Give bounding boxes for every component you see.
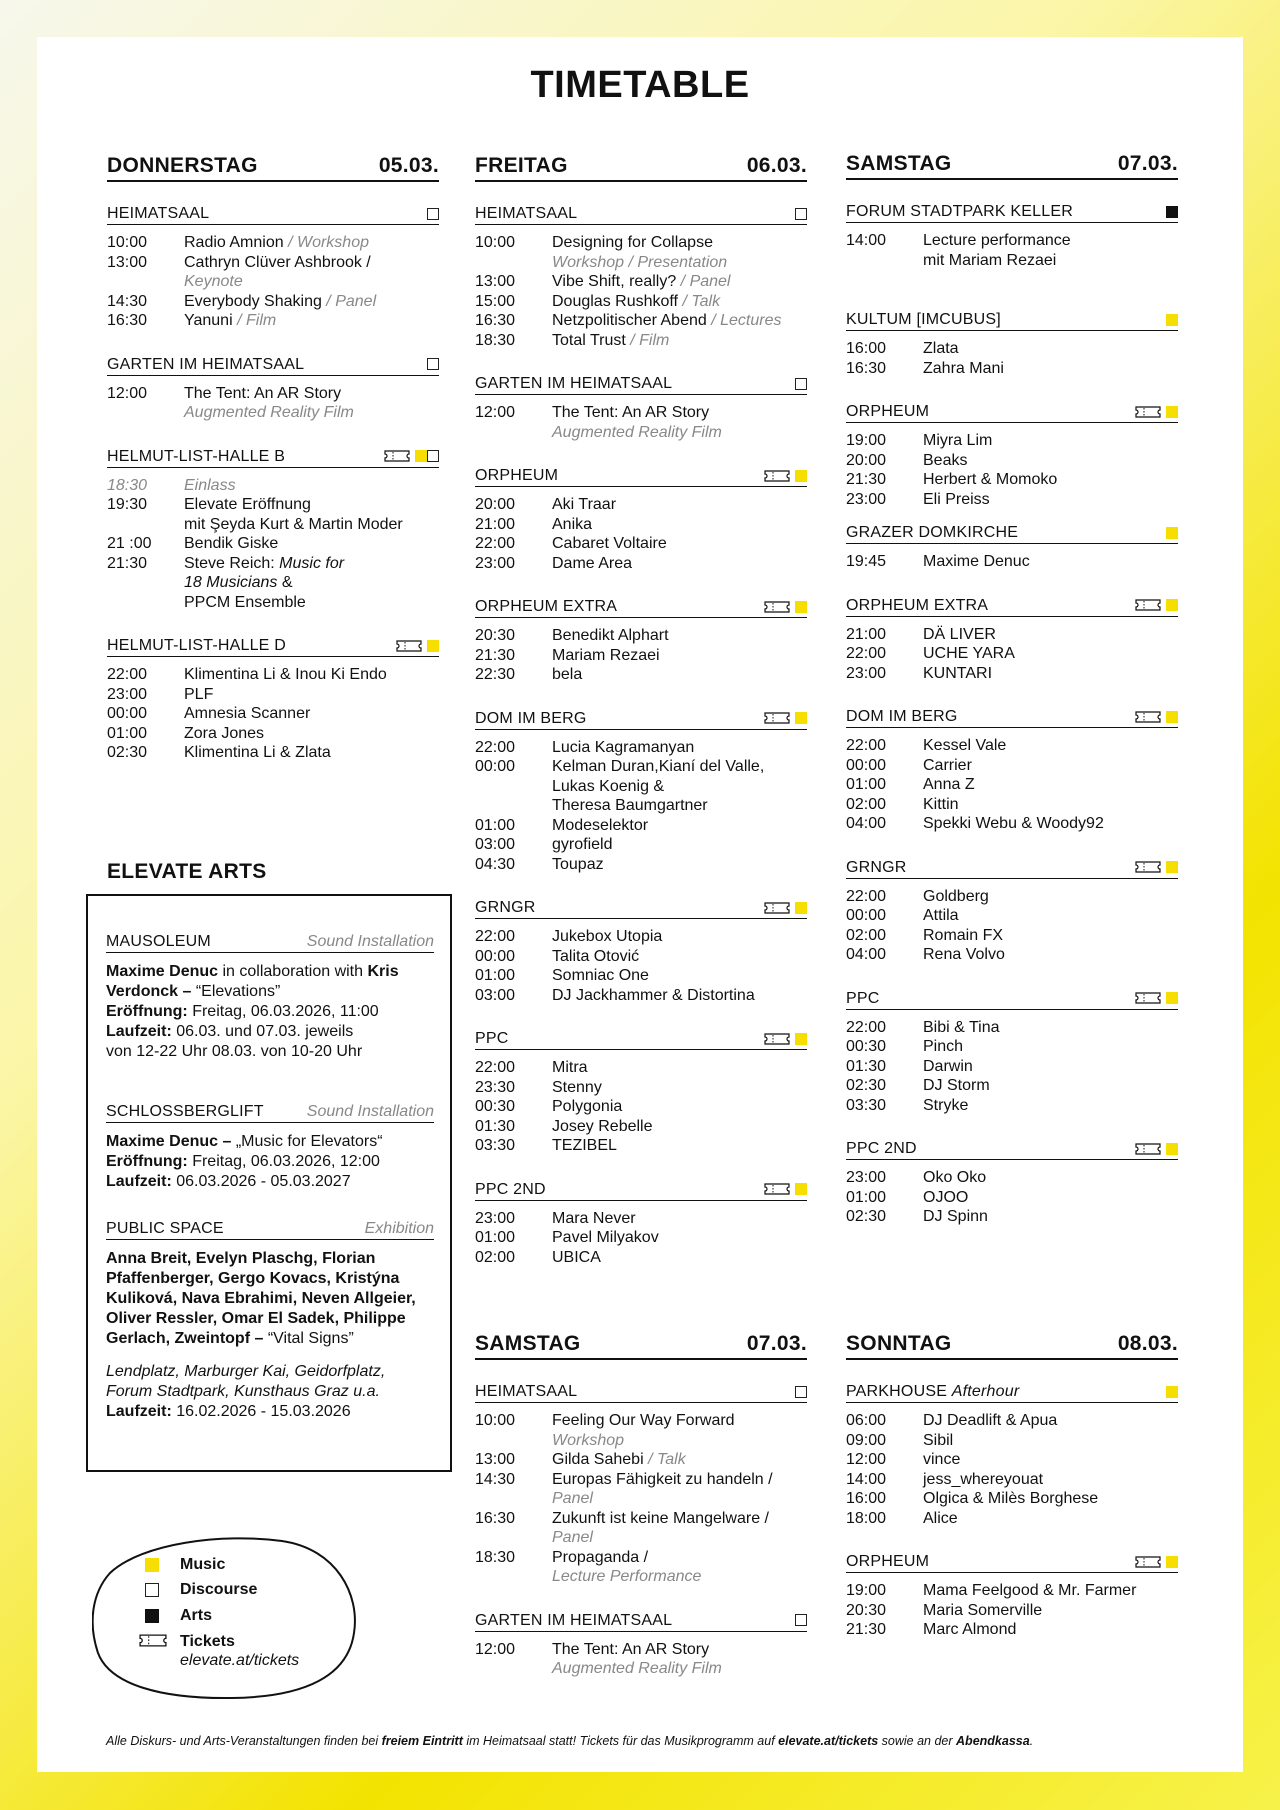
music-square-icon xyxy=(1166,1386,1178,1398)
venue-parkhouse: PARKHOUSE Afterhour 06:00 DJ Deadlift & Apua 09:00 Sibil 12:00 vince 14:00 jess_whereyouat 16:00 Olgica & Milès Borghese 18:00 Alice xyxy=(846,1382,1178,1528)
event-row: 21:30 Herbert & Momoko xyxy=(846,471,1058,488)
ticket-icon xyxy=(1135,992,1161,1004)
event-row: 19:00 Mama Feelgood & Mr. Farmer xyxy=(846,1582,1137,1599)
arts-title: ELEVATE ARTS xyxy=(107,860,267,883)
event-row: 06:00 DJ Deadlift & Apua xyxy=(846,1412,1058,1429)
event-row: 03:00 DJ Jackhammer & Distortina xyxy=(475,986,755,1004)
music-square-icon xyxy=(795,1183,807,1195)
legend-discourse: Discourse xyxy=(180,1581,258,1598)
venue-mausoleum: MAUSOLEUM Sound Installation Maxime Denuc in collaboration with Kris Verdonck – “Elevations” Eröffnung: Freitag, 06.03.2026, 11:00 Laufzeit: 06.03. und 07.03. jeweils von 12-22 Uhr 08.03. von 10-20 Uhr xyxy=(106,933,434,1060)
event-row: 21 :00 Bendik Giske xyxy=(107,535,279,552)
column-saturday: SAMSTAG 07.03. FORUM STADTPARK KELLER 14:00 Lecture performance mit Mariam Rezaei KULTUM [IMCUBUS] 16:00 Zlata 16:30 Zahra Mani ORPHEUM 19:00 Miyra Lim 20:00 Beaks 21:30 Herbert & Momoko 23:00 Eli Preiss GRAZER DOMKIRCHE 19:45 Maxime Denuc ORPHEUM EXTRA 21:00 DÄ LIVER 22:00 UCHE YARA 23:00 KUNTARI DOM IM BERG 22:00 Kessel Vale 00:00 Carrier 01:00 Anna Z 02:00 Kittin 04:00 Spekki Webu & Woody92 GRNGR 22:00 Goldberg 00:00 Attila 02:00 Romain FX 04:00 Rena Volvo PPC 22:00 Bibi & Tina 00:30 Pinch 01:30 Darwin 02:30 DJ Storm 03:30 Stryke PPC 2ND 23:00 Oko Oko 01:00 OJOO 02:30 DJ Spinn xyxy=(846,152,1178,1225)
music-square-icon xyxy=(795,712,807,724)
event-row: 00:00 Attila xyxy=(846,907,959,924)
event-row: 22:00 Lucia Kagramanyan xyxy=(475,738,695,756)
event-row: 02:00 Kittin xyxy=(846,795,959,813)
ticket-icon xyxy=(764,712,790,724)
event-row: 02:30 DJ Storm xyxy=(846,1077,990,1094)
venue-garten: GARTEN IM HEIMATSAAL 12:00 The Tent: An AR Story Augmented Reality Film xyxy=(475,374,807,442)
ticket-icon xyxy=(1135,406,1161,418)
event-row: 01:00 Somniac One xyxy=(475,967,649,984)
music-square-icon xyxy=(415,450,427,462)
event-row: 16:30 Netzpolitischer Abend / Lectures xyxy=(475,312,782,329)
venue-helmut-list-halle-b: HELMUT-LIST-HALLE B 18:30 Einlass 19:30 Elevate Eröffnung mit Şeyda Kurt & Martin Moder 21 :00 Bendik Giske 21:30 Steve Reich: Music for 18 Musicians & PPCM Ensemble xyxy=(107,447,439,613)
event-row: 16:30 Zahra Mani xyxy=(846,359,1004,377)
venue-ppc-2nd: PPC 2ND 23:00 Mara Never 01:00 Pavel Milyakov 02:00 UBICA xyxy=(475,1180,807,1268)
venue-heimatsaal xyxy=(107,204,439,331)
ticket-icon xyxy=(384,450,410,462)
venue-ppc-2nd: PPC 2ND 23:00 Oko Oko 01:00 OJOO 02:30 DJ Spinn xyxy=(846,1139,1178,1227)
event-row: 09:00 Sibil xyxy=(846,1431,954,1449)
event-row: 01:30 Darwin xyxy=(846,1057,973,1075)
venue-grngr: GRNGR 22:00 Goldberg 00:00 Attila 02:00 Romain FX 04:00 Rena Volvo xyxy=(846,858,1178,965)
event-row: 10:00 Designing for Collapse Workshop / Presentation xyxy=(475,234,728,271)
music-square-icon xyxy=(795,470,807,482)
music-square-icon xyxy=(427,640,439,652)
discourse-square-icon xyxy=(427,450,439,462)
event-row: 03:30 Stryke xyxy=(846,1096,969,1114)
event-row: 15:00 Douglas Rushkoff / Talk xyxy=(475,292,721,310)
column-friday: FREITAG 06.03. HEIMATSAAL 10:00 Designing for Collapse Workshop / Presentation 13:00 Vibe Shift, really? / Panel 15:00 Douglas Rushkoff / Talk 16:30 Netzpolitischer Abend / Lectures 18:30 Total Trust / Film GARTEN IM HEIMATSAAL 12:00 The Tent: An AR Story Augmented Reality Film ORPHEUM 20:00 Aki Traar 21:00 Anika 22:00 Cabaret Voltaire 23:00 Dame Area ORPHEUM EXTRA 20:30 Benedikt Alphart 21:30 Mariam Rezaei 22:30 bela DOM IM BERG 22:00 Lucia Kagramanyan 00:00 Kelman Duran,Kianí del Valle, Lukas Koenig & Theresa Baumgartner 01:00 Modeselektor 03:00 gyrofield 04:30 Toupaz GRNGR 22:00 Jukebox Utopia 00:00 Talita Otović 01:00 Somniac One 03:00 DJ Jackhammer & Distortina PPC 22:00 Mitra 23:30 Stenny 00:30 Polygonia 01:30 Josey Rebelle 03:30 TEZIBEL PPC 2ND 23:00 Mara Never 01:00 Pavel Milyakov 02:00 UBICA xyxy=(475,154,807,1266)
venue-kultum: KULTUM [IMCUBUS] 16:00 Zlata 16:30 Zahra Mani xyxy=(846,310,1178,378)
legend-arts: Arts xyxy=(180,1607,213,1624)
event-row: 16:00 Zlata xyxy=(846,340,959,357)
event-row: 22:00 Cabaret Voltaire xyxy=(475,535,667,552)
event-row: 01:00 Modeselektor xyxy=(475,816,649,834)
venue-name: HEIMATSAAL xyxy=(107,205,210,222)
event-row: 13:00 Vibe Shift, really? / Panel xyxy=(475,273,731,290)
venue-public-space: PUBLIC SPACE Exhibition Anna Breit, Evelyn Plaschg, Florian Pfaffenberger, Gergo Kovacs, Kristýna Kuliková, Nava Ebrahimi, Neven Allgeier, Oliver Ressler, Omar El Sadek, Philippe Gerlach, Zweintopf – “Vital Signs” Lendplatz, Marburger Kai, Geidorfplatz, Forum Stadtpark, Kunsthaus Graz u.a. Laufzeit: 16.02.2026 - 15.03.2026 xyxy=(106,1220,434,1420)
event-row: 02:30 Klimentina Li & Zlata xyxy=(107,744,331,761)
venue-dom-im-berg: DOM IM BERG 22:00 Kessel Vale 00:00 Carrier 01:00 Anna Z 02:00 Kittin 04:00 Spekki Webu & Woody92 xyxy=(846,707,1178,834)
ticket-icon xyxy=(1135,861,1161,873)
footer-note: Alle Diskurs- und Arts-Veranstaltungen finden bei freiem Eintritt im Heimatsaal statt! Tickets für das Musikprogramm auf elevate.at/tickets sowie an der Abendkassa. xyxy=(106,1734,1034,1748)
event-row: 00:00 Kelman Duran,Kianí del Valle, Lukas Koenig & Theresa Baumgartner xyxy=(475,758,765,814)
event-row: 23:00 PLF xyxy=(107,685,214,703)
venue-ppc: PPC 22:00 Bibi & Tina 00:30 Pinch 01:30 Darwin 02:30 DJ Storm 03:30 Stryke xyxy=(846,989,1178,1116)
event-row: 22:00 Goldberg xyxy=(846,887,989,905)
event-row: 04:30 Toupaz xyxy=(475,855,604,873)
ticket-icon xyxy=(764,1183,790,1195)
venue-orpheum-extra: ORPHEUM EXTRA 20:30 Benedikt Alphart 21:30 Mariam Rezaei 22:30 bela xyxy=(475,597,807,685)
event-row: 21:30 Steve Reich: Music for 18 Musicians & PPCM Ensemble xyxy=(107,554,345,611)
event-row: 14:00 Lecture performance mit Mariam Rezaei xyxy=(846,232,1071,269)
ticket-icon xyxy=(764,902,790,914)
event-row: 19:00 Miyra Lim xyxy=(846,432,993,449)
event-row: 01:00 Anna Z xyxy=(846,776,975,793)
event-row: 04:00 Rena Volvo xyxy=(846,946,1005,963)
venue-orpheum: ORPHEUM 19:00 Miyra Lim 20:00 Beaks 21:30 Herbert & Momoko 23:00 Eli Preiss xyxy=(846,402,1178,509)
venue-helmut-list-halle-d: HELMUT-LIST-HALLE D 22:00 Klimentina Li & Inou Ki Endo 23:00 PLF 00:00 Amnesia Scanner 01:00 Zora Jones 02:30 Klimentina Li & Zlata xyxy=(107,636,439,763)
event-row: 23:00 Mara Never xyxy=(475,1209,636,1227)
event-row: 23:00 Dame Area xyxy=(475,554,633,572)
event-row: 12:00 vince xyxy=(846,1451,961,1468)
event-row: 22:00 Klimentina Li & Inou Ki Endo xyxy=(107,666,387,683)
event-row: 14:00 jess_whereyouat xyxy=(846,1470,1044,1488)
music-square-icon xyxy=(795,1033,807,1045)
event-row: 16:30 Yanuni / Film xyxy=(107,312,277,329)
music-square-icon xyxy=(1166,992,1178,1004)
column-thursday xyxy=(107,154,439,763)
event-row: 20:00 Aki Traar xyxy=(475,496,617,513)
venue-garten: GARTEN IM HEIMATSAAL 12:00 The Tent: An AR Story Augmented Reality Film xyxy=(107,355,439,423)
event-row: 20:00 Beaks xyxy=(846,451,968,469)
column-saturday-discourse: SAMSTAG 07.03. HEIMATSAAL 10:00 Feeling Our Way Forward Workshop 13:00 Gilda Sahebi / Talk 14:30 Europas Fähigkeit zu handeln / Panel 16:30 Zukunft ist keine Mangelware / Panel 18:30 Propaganda / Lecture Performance GARTEN IM HEIMATSAAL 12:00 The Tent: An AR Story Augmented Reality Film xyxy=(475,1332,807,1677)
day-header xyxy=(107,154,439,182)
legend-tickets-url[interactable]: elevate.at/tickets xyxy=(180,1652,300,1669)
event-row: 14:30 Everybody Shaking / Panel xyxy=(107,292,377,310)
event-row: 00:00 Amnesia Scanner xyxy=(107,705,311,722)
event-row: 23:00 Oko Oko xyxy=(846,1169,987,1186)
event-row: 00:00 Carrier xyxy=(846,756,972,774)
event-row: 22:30 bela xyxy=(475,666,583,683)
event-row: 21:30 Marc Almond xyxy=(846,1621,1017,1638)
venue-grngr: GRNGR 22:00 Jukebox Utopia 00:00 Talita Otović 01:00 Somniac One 03:00 DJ Jackhammer & Distortina xyxy=(475,898,807,1005)
music-square-icon xyxy=(1166,406,1178,418)
event-row: 22:00 Jukebox Utopia xyxy=(475,928,663,945)
event-row: 23:00 KUNTARI xyxy=(846,664,993,682)
music-square-icon xyxy=(1166,861,1178,873)
ticket-icon xyxy=(1135,711,1161,723)
page-title: TIMETABLE xyxy=(530,64,750,106)
arts-square-icon xyxy=(145,1609,159,1623)
event-row: 22:00 Bibi & Tina xyxy=(846,1018,1000,1036)
event-row: 00:30 Polygonia xyxy=(475,1098,623,1115)
venue-schlossberglift: SCHLOSSBERGLIFT Sound Installation Maxime Denuc – „Music for Elevators“ Eröffnung: Freitag, 06.03.2026, 12:00 Laufzeit: 06.03.2026 - 05.03.2027 xyxy=(106,1103,434,1190)
day-name: DONNERSTAG xyxy=(107,154,258,177)
discourse-square-icon xyxy=(795,1614,807,1626)
venue-ppc: PPC 22:00 Mitra 23:30 Stenny 00:30 Polygonia 01:30 Josey Rebelle 03:30 TEZIBEL xyxy=(475,1029,807,1156)
ticket-icon xyxy=(1135,599,1161,611)
event-row: 18:30 Propaganda / Lecture Performance xyxy=(475,1548,702,1585)
legend-outline xyxy=(92,1535,360,1700)
venue-heimatsaal: HEIMATSAAL 10:00 Designing for Collapse Workshop / Presentation 13:00 Vibe Shift, really? / Panel 15:00 Douglas Rushkoff / Talk 16:30 Netzpolitischer Abend / Lectures 18:30 Total Trust / Film xyxy=(475,204,807,350)
event-row: 20:30 Benedikt Alphart xyxy=(475,627,669,644)
music-square-icon xyxy=(145,1558,159,1572)
music-square-icon xyxy=(1166,599,1178,611)
event-row: 22:00 UCHE YARA xyxy=(846,645,1015,662)
ticket-icon xyxy=(764,470,790,482)
ticket-icon xyxy=(139,1634,167,1647)
music-square-icon xyxy=(795,902,807,914)
event-row: 04:00 Spekki Webu & Woody92 xyxy=(846,815,1104,832)
event-row: 01:30 Josey Rebelle xyxy=(475,1117,653,1135)
event-row: 22:00 Kessel Vale xyxy=(846,737,1007,754)
day-date: 05.03. xyxy=(378,154,439,177)
ticket-icon xyxy=(396,640,422,652)
venue-grazer-domkirche: GRAZER DOMKIRCHE 19:45 Maxime Denuc xyxy=(846,523,1178,572)
discourse-square-icon xyxy=(427,358,439,370)
event-row: 18:00 Alice xyxy=(846,1509,958,1527)
venue-garten: GARTEN IM HEIMATSAAL 12:00 The Tent: An AR Story Augmented Reality Film xyxy=(475,1611,807,1679)
event-row: 12:00 The Tent: An AR Story Augmented Reality Film xyxy=(475,1640,722,1677)
event-row: 10:00 Feeling Our Way Forward Workshop xyxy=(475,1412,735,1449)
music-square-icon xyxy=(1166,711,1178,723)
arts-square-icon xyxy=(1166,206,1178,218)
ticket-icon xyxy=(1135,1556,1161,1568)
event-row: 14:30 Europas Fähigkeit zu handeln / Panel xyxy=(475,1470,773,1507)
event-row: 12:00 The Tent: An AR Story Augmented Reality Film xyxy=(475,404,722,441)
event-row: 21:00 Anika xyxy=(475,515,593,533)
venue-orpheum-extra: ORPHEUM EXTRA 21:00 DÄ LIVER 22:00 UCHE YARA 23:00 KUNTARI xyxy=(846,596,1178,684)
event-row: 12:00 The Tent: An AR Story Augmented Reality Film xyxy=(107,384,354,421)
venue-orpheum: ORPHEUM 20:00 Aki Traar 21:00 Anika 22:00 Cabaret Voltaire 23:00 Dame Area xyxy=(475,466,807,573)
music-square-icon xyxy=(1166,527,1178,539)
event-row: 02:00 Romain FX xyxy=(846,926,1004,944)
event-row: 01:00 Pavel Milyakov xyxy=(475,1229,659,1246)
event-row: 13:00 Cathryn Clüver Ashbrook / Keynote xyxy=(107,253,371,290)
event-row: 19:45 Maxime Denuc xyxy=(846,553,1030,570)
event-row: 02:00 UBICA xyxy=(475,1248,601,1266)
event-row: 18:30 Einlass xyxy=(107,476,236,494)
legend-music: Music xyxy=(180,1556,226,1573)
tickets-link[interactable]: elevate.at/tickets xyxy=(778,1734,879,1748)
discourse-square-icon xyxy=(427,208,439,220)
event-row: 21:00 DÄ LIVER xyxy=(846,625,996,643)
music-square-icon xyxy=(1166,314,1178,326)
venue-forum-stadtpark: FORUM STADTPARK KELLER 14:00 Lecture performance mit Mariam Rezaei xyxy=(846,202,1178,270)
event-row: 23:00 Eli Preiss xyxy=(846,490,990,508)
event-row: 00:00 Talita Otović xyxy=(475,947,640,965)
event-row: 03:30 TEZIBEL xyxy=(475,1137,617,1154)
venue-dom-im-berg: DOM IM BERG 22:00 Lucia Kagramanyan 00:00 Kelman Duran,Kianí del Valle, Lukas Koenig & Theresa Baumgartner 01:00 Modeselektor 03:00 gyrofield 04:30 Toupaz xyxy=(475,709,807,875)
event-row: 01:00 OJOO xyxy=(846,1188,969,1206)
discourse-square-icon xyxy=(795,208,807,220)
venue-orpheum: ORPHEUM 19:00 Mama Feelgood & Mr. Farmer 20:30 Maria Somerville 21:30 Marc Almond xyxy=(846,1552,1178,1640)
ticket-icon xyxy=(764,1033,790,1045)
event-row: 19:30 Elevate Eröffnung mit Şeyda Kurt & Martin Moder xyxy=(107,496,403,533)
venue-heimatsaal: HEIMATSAAL 10:00 Feeling Our Way Forward Workshop 13:00 Gilda Sahebi / Talk 14:30 Europas Fähigkeit zu handeln / Panel 16:30 Zukunft ist keine Mangelware / Panel 18:30 Propaganda / Lecture Performance xyxy=(475,1382,807,1587)
music-square-icon xyxy=(1166,1556,1178,1568)
event-row: 23:30 Stenny xyxy=(475,1078,602,1096)
discourse-square-icon xyxy=(795,378,807,390)
event-row: 03:00 gyrofield xyxy=(475,836,613,853)
music-square-icon xyxy=(795,601,807,613)
event-row: 13:00 Gilda Sahebi / Talk xyxy=(475,1451,686,1468)
discourse-square-icon xyxy=(145,1583,159,1597)
event-row: 01:00 Zora Jones xyxy=(107,724,265,742)
event-row: 16:00 Olgica & Milès Borghese xyxy=(846,1490,1099,1507)
event-row: 00:30 Pinch xyxy=(846,1038,964,1055)
event-row: 21:30 Mariam Rezaei xyxy=(475,646,660,664)
discourse-square-icon xyxy=(795,1386,807,1398)
music-square-icon xyxy=(1166,1143,1178,1155)
column-sunday: SONNTAG 08.03. PARKHOUSE Afterhour 06:00 DJ Deadlift & Apua 09:00 Sibil 12:00 vince 14:00 jess_whereyouat 16:00 Olgica & Milès Borghese 18:00 Alice ORPHEUM 19:00 Mama Feelgood & Mr. Farmer 20:30 Maria Somerville 21:30 Marc Almond xyxy=(846,1332,1178,1638)
legend xyxy=(92,1535,360,1700)
event-row: 10:00 Radio Amnion / Workshop xyxy=(107,234,369,251)
event-row: 20:30 Maria Somerville xyxy=(846,1601,1043,1619)
event-row: 16:30 Zukunft ist keine Mangelware / Panel xyxy=(475,1509,769,1546)
legend-tickets: Tickets xyxy=(180,1633,235,1650)
event-row: 22:00 Mitra xyxy=(475,1059,588,1076)
ticket-icon xyxy=(764,601,790,613)
event-row: 02:30 DJ Spinn xyxy=(846,1208,988,1225)
ticket-icon xyxy=(1135,1143,1161,1155)
event-row: 18:30 Total Trust / Film xyxy=(475,331,670,349)
